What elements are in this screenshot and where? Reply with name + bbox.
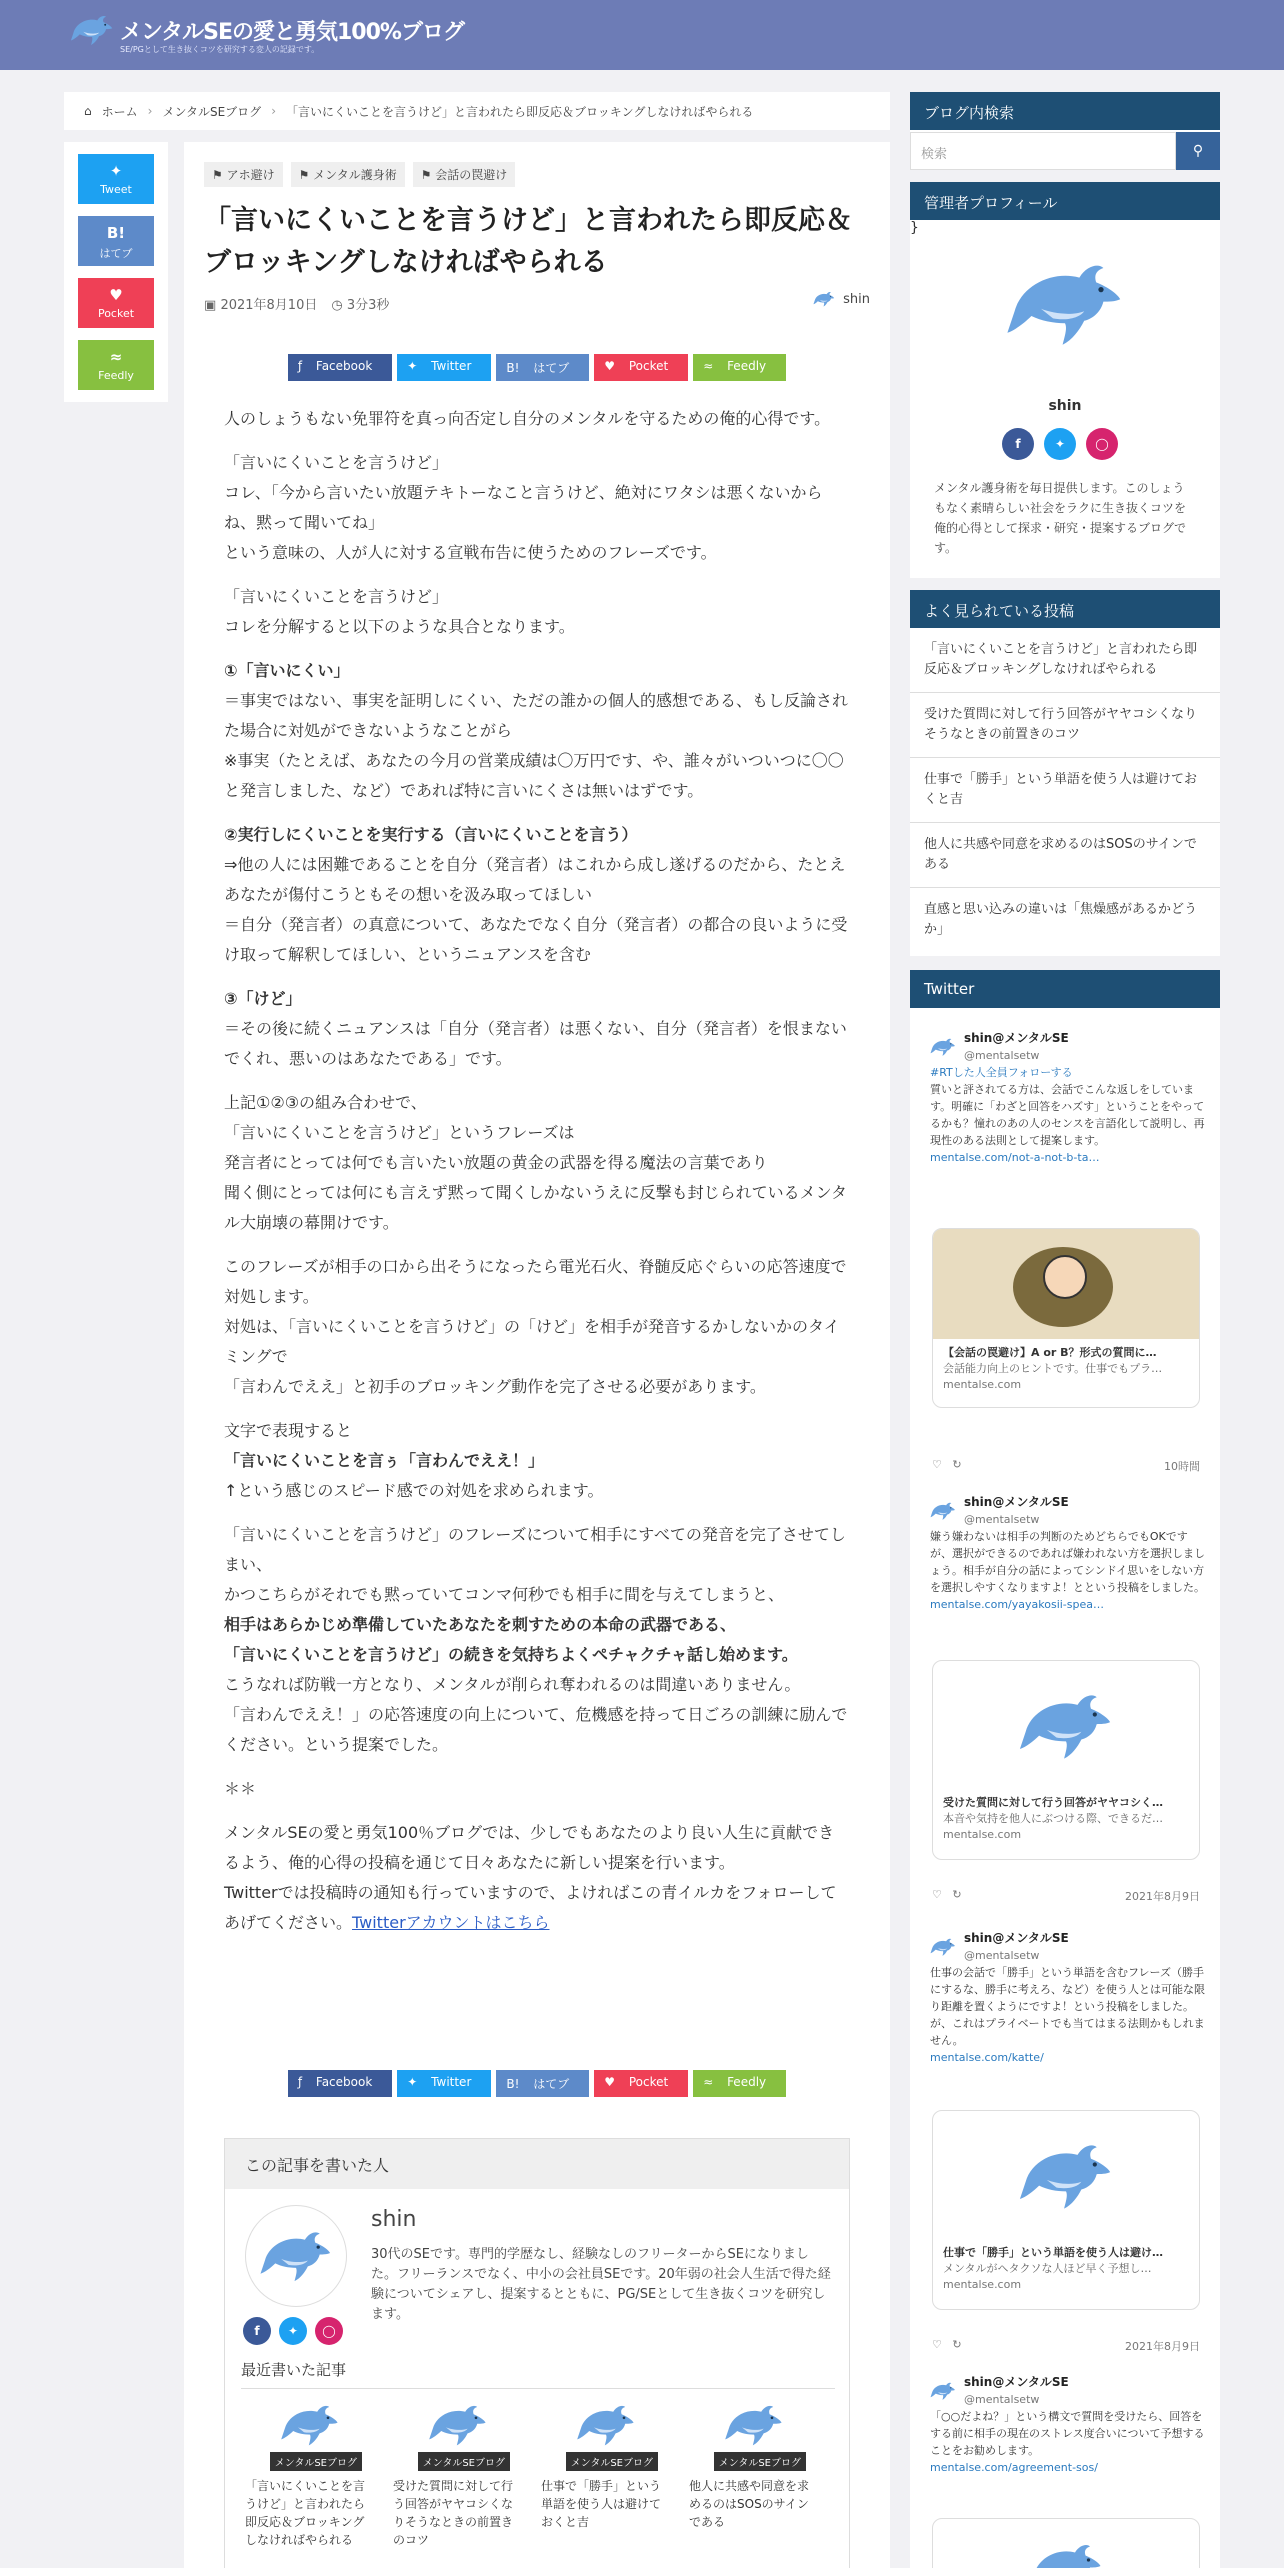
share-twitter-label: Twitter [431,2075,472,2089]
share-feedly-label: Feedly [727,359,767,373]
card-illustration [933,2519,1199,2568]
card-title: 仕事で「勝手」という単語を使う人は避け… [943,2246,1163,2259]
paragraph [224,656,850,806]
emphasis-line: 「言いにくいことを言ぅ「言わんでええ！」 [224,1451,545,1470]
text-line: 対処は、「言いにくいことを言うけど」の「けど」を相手が発音するかしないかのタイミングで [224,1317,840,1366]
chevron-right-icon: › [147,104,153,118]
recent-post-title[interactable]: 受けた質問に対して行う回答がヤヤコシくなりそうなときの前置きのコツ [393,2479,514,2547]
share-hatena-button[interactable]: B! はてブ [496,354,589,381]
tweet-link[interactable]: mentalse.com/yayakosii-spea… [930,1598,1105,1611]
breadcrumb-home[interactable]: ホーム [101,104,138,119]
author-name: shin [371,2207,417,2232]
tweet-link-card[interactable] [932,1228,1200,1408]
side-pocket-button[interactable] [78,278,154,328]
share-bar-top [184,354,890,381]
paragraph: ＊＊ [224,1779,257,1798]
share-bar-bottom [184,2070,890,2097]
rss-icon: ≈ [109,348,123,366]
share-pocket-label: Pocket [628,2075,669,2089]
text-line: 「言いにくいことを言うけど」 [224,453,449,472]
section-heading: ③「けど」 [224,989,302,1008]
tweet-avatar-icon [930,1036,956,1058]
category-badge: メンタルSEブログ [270,2452,362,2471]
like-icon[interactable]: ♡ ↻ [932,1888,962,1901]
side-feedly-label: Feedly [98,369,134,382]
share-feedly-label: Feedly [727,2075,767,2089]
tag-item[interactable]: ⚑ 会話の罠避け [413,162,516,187]
recent-post[interactable] [689,2401,819,2531]
side-share-panel [64,142,168,402]
text-line: ＝事実ではない、事実を証明しにくい、ただの誰かの個人的感想である、もし反論された場合に対処ができないようなことがら [224,691,849,740]
share-hatena-label: はてブ [533,361,570,375]
card-desc: 本音や気持を他人にぶつける際、できるだ… [943,1812,1163,1825]
share-twitter-button[interactable]: ✦ Twitter [397,354,491,381]
calendar-icon: ▣ [204,298,217,313]
author-social [243,2317,343,2345]
article-body [224,404,850,1952]
breadcrumb-category[interactable]: メンタルSEブログ [162,104,262,119]
post-date-text: 2021年8月10日 [220,298,318,313]
share-facebook-button[interactable]: ƒ Facebook [288,2070,392,2097]
dolphin-thumbnail-icon [576,2401,636,2449]
twitter-account-link[interactable]: Twitterアカウントはこちら [352,1913,550,1932]
profile-text: メンタル護身術を毎日提供します。このしょうもなく素晴らしい社会をラクに生き抜くコツを俺的心得として探求・研究・提案するブログです。 [934,481,1187,555]
recent-post-title[interactable]: 仕事で「勝手」という単語を使う人は避けておくと吉 [541,2479,662,2529]
dolphin-thumbnail-icon [724,2401,784,2449]
author-box [224,2138,850,2568]
share-twitter-button[interactable]: ✦ Twitter [397,2070,491,2097]
tweet-avatar-icon [930,2380,956,2402]
chevron-right-icon: › [271,104,276,118]
tweet-author-name[interactable]: shin@メンタルSE [964,1495,1069,1509]
category-badge: メンタルSEブログ [418,2452,510,2471]
hatena-icon: B! [106,224,126,242]
face-icon [1043,1255,1087,1299]
text-line: という意味の、人が人に対する宣戦布告に使うためのフレーズです。 [224,543,717,562]
author-bio: 30代のSEです。専門的学歴なし、経験なしのフリーターからSEになりました。フリーランスでなく、中小の会社員SEです。20年弱の社会人生活で得た経験についてシェアし、提案するとともに、PG/SEとして生き抜くコツを研究します。 [371,2247,831,2322]
tweet-avatar-icon [930,1936,956,1958]
tweet-author-handle[interactable]: @mentalsetw [964,1949,1040,1962]
popular-heading: よく見られている投稿 [910,590,1220,628]
recent-post-title[interactable]: 「言いにくいことを言うけど」と言われたら即反応＆ブロッキングしなければやられる [245,2479,366,2547]
card-desc: メンタルがヘタクソな人ほど早く予想し… [943,2262,1152,2275]
dolphin-avatar-icon [259,2226,333,2286]
tweet-link-card[interactable] [932,1660,1200,1860]
share-pocket-button[interactable]: ♥ Pocket [594,354,688,381]
popular-post-item[interactable]: 直感と思い込みの違いは「焦燥感があるかどうか」 [924,902,1198,937]
card-domain: mentalse.com [943,1378,1022,1391]
text-line: ＝自分（発言者）の真意について、あなたでなく自分（発言者）の都合の良いように受け取って解釈してほしい、というニュアンスを含む [224,915,848,964]
popular-post-item[interactable]: 受けた質問に対して行う回答がヤヤコシくなりそうなときの前置きのコツ [910,693,1220,758]
card-title: 受けた質問に対して行う回答がヤヤコシく… [943,1796,1163,1809]
share-feedly-button[interactable]: ≈ Feedly [693,2070,786,2097]
side-hatena-button[interactable] [78,216,154,266]
text-line: 聞く側にとっては何にも言えず黙って聞くしかないうえに反撃も封じられているメンタル大崩壊の幕開けです。 [224,1183,848,1232]
share-feedly-button[interactable]: ≈ Feedly [693,354,786,381]
text-line: かつこちらがそれでも黙っていてコンマ何秒でも相手に間を与えてしまうと、 [224,1585,785,1604]
tweet-text: 「○○だよね？」という構文で質問を受けたら、回答をする前に相手の現在のストレス度合いについて予想することをお勧めします。 [930,2410,1205,2457]
read-time [331,294,389,313]
paragraph [224,1416,850,1506]
paragraph [224,984,850,1074]
section-heading: ①「言いにくい」 [224,661,350,680]
facebook-icon[interactable]: f [1002,428,1034,460]
tweet-author-handle[interactable]: @mentalsetw [964,1049,1040,1062]
category-badge: メンタルSEブログ [566,2452,658,2471]
tweet[interactable] [930,1930,1208,2066]
share-facebook-label: Facebook [315,2075,373,2089]
profile-name: shin [1048,398,1082,414]
recent-post-thumbnail[interactable] [556,2401,656,2471]
text-line: メンタルSEの愛と勇気100％ブログでは、少しでもあなたのより良い人生に貢献できるよう、俺的心得の投稿を通じて日々あなたに新しい提案を行います。 [224,1823,835,1872]
text-line: 文字で表現すると [224,1421,353,1440]
paragraph [224,1252,850,1402]
side-hatena-label: はてブ [99,247,133,260]
recent-post-title[interactable]: 他人に共感や同意を求めるのはSOSのサインである [689,2479,810,2529]
tweet-author-name[interactable]: shin@メンタルSE [964,1931,1069,1945]
tag-label: アホ避け [226,168,275,182]
section-heading: ②実行しにくいことを実行する（言いにくいことを言う） [224,825,638,844]
clock-icon: ◷ [331,298,343,313]
dolphin-logo-icon [70,12,114,48]
dolphin-card-icon [1018,2137,1114,2215]
share-facebook-button[interactable]: ƒ Facebook [288,354,392,381]
tweet-text: 仕事の会話で「勝手」という単語を含むフレーズ（勝手にするな、勝手に考えろ、など）を使う人とは可能な限り距離を置くようにですよ！という投稿をしました。が、これはプライベートでも当てはまる法則かもしれません。 [930,1966,1205,2047]
text-line: このフレーズが相手の口から出そうになったら電光石火、脊髄反応ぐらいの応答速度で対処します。 [224,1257,847,1306]
tweet-link[interactable]: mentalse.com/not-a-not-b-ta… [930,1151,1100,1164]
paragraph [224,1520,850,1760]
search-icon: ⚲ [1192,143,1204,159]
recent-post[interactable] [393,2401,523,2549]
text-line: コレ、「今から言いたい放題テキトーなこと言うけど、絶対にワタシは悪くないからね、黙って聞いてね」 [224,483,823,532]
tweet-footer [932,1458,1200,1474]
text-line: 上記①②③の組み合わせで、 [224,1093,427,1112]
side-tweet-label: Tweet [100,183,132,196]
tweet-link-card[interactable] [932,2110,1200,2310]
tweet[interactable] [930,2374,1208,2476]
read-time-text: 3分3秒 [346,298,390,313]
twitter-heading: Twitter [910,970,1220,1008]
tweet-hashtag[interactable]: #RTした人全員フォローする [930,1066,1073,1079]
share-pocket-button[interactable]: ♥ Pocket [594,2070,688,2097]
text-line: ※事実（たとえば、あなたの今月の営業成績は〇万円です、や、誰々がいついつに〇〇と発言しました、など）であれば特に言いにくさは無いはずです。 [224,751,844,800]
profile-social [1002,428,1118,460]
article-title: 「言いにくいことを言うけど」と言われたら即反応＆ブロッキングしなければやられる [204,205,852,278]
share-facebook-label: Facebook [315,359,373,373]
site-logo[interactable] [70,12,464,48]
site-header [0,0,1284,70]
recent-post-thumbnail[interactable] [408,2401,508,2471]
text-line: コレを分解すると以下のような具合となります。 [224,617,575,636]
tweet[interactable] [930,1030,1208,1166]
text-line: 「言わんでええ」と初手のブロッキング動作を完了させる必要があります。 [224,1377,766,1396]
pocket-icon: ♥ [109,286,123,304]
search-input[interactable]: 検索 [910,132,1176,170]
tweet-link-card[interactable] [932,2518,1200,2568]
emphasis-line: 相手はあらかじめ準備していたあなたを刺すための本命の武器である、 [224,1615,737,1634]
popular-post-item[interactable]: 仕事で「勝手」という単語を使う人は避けておくと吉 [910,758,1220,823]
paragraph [224,820,850,970]
author-mini[interactable] [813,290,870,308]
recent-post[interactable] [541,2401,671,2531]
tweet-time[interactable]: 2021年8月9日 [1125,2340,1200,2353]
text-line: ＝その後に続くニュアンスは「自分（発言者）は悪くない、自分（発言者）を恨まないでくれ、悪いのはあなたである」です。 [224,1019,847,1068]
text-line: ↑という感じのスピード感での対処を求められます。 [224,1481,604,1500]
twitter-widget [910,970,1220,2568]
tweet-footer [932,2338,1200,2354]
tweet-text: 嫌う嫌わないは相手の判断のためどちらでもOKですが、選択ができるのであれば嫌われない方を選択しましょう。相手が自分の話によってシンドイ思いをしない方を選択しやすくなりますよ！とという投稿をしました。 [930,1530,1205,1594]
dolphin-thumbnail-icon [280,2401,340,2449]
tweet-footer [932,1888,1200,1904]
author-name[interactable]: shin [843,291,870,307]
search-button[interactable] [1176,132,1220,170]
post-date [204,294,317,313]
site-subtitle: SE/PGとして生き抜くコツを研究する変人の記録です。 [120,45,320,54]
tweet-author-handle[interactable]: @mentalsetw [964,2393,1040,2406]
site-title[interactable]: メンタルSEの愛と勇気100%ブログ [120,19,464,45]
popular-post-item[interactable]: 「言いにくいことを言うけど」と言われたら即反応＆ブロッキングしなければやられる [910,628,1220,693]
author-avatar-icon [813,290,835,308]
card-desc: 会話能力向上のヒントです。仕事でもプラ… [943,1362,1163,1375]
tweet-author-name[interactable]: shin@メンタルSE [964,2375,1069,2389]
paragraph: 人のしょうもない免罪符を真っ向否定し自分のメンタルを守るための俺的心得です。 [224,409,831,428]
tweet-author-handle[interactable]: @mentalsetw [964,1513,1040,1526]
search-heading: ブログ内検索 [910,92,1220,130]
dolphin-thumbnail-icon [428,2401,488,2449]
recent-post-thumbnail[interactable] [260,2401,360,2471]
twitter-icon: ✦ [109,162,123,180]
side-feedly-button[interactable] [78,340,154,390]
share-twitter-label: Twitter [431,359,472,373]
profile-heading: 管理者プロフィール [910,182,1220,220]
text-line: 発言者にとっては何でも言いたい放題の黄金の武器を得る魔法の言葉であり [224,1153,768,1172]
card-title: 【会話の罠避け】A or B？形式の質問に… [943,1346,1157,1359]
popular-post-item[interactable]: 他人に共感や同意を求めるのはSOSのサインである [910,823,1220,888]
text-line: 「言いにくいことを言うけど」 [224,587,449,606]
category-badge: メンタルSEブログ [714,2452,806,2471]
tweet-time[interactable]: 10時間 [1164,1460,1200,1473]
text-line: こうなれば防戦一方となり、メンタルが削られ奪われるのは間違いありません。 [224,1675,801,1694]
text-line: 「言いにくいことを言うけど」というフレーズは [224,1123,575,1142]
card-domain: mentalse.com [943,2278,1022,2291]
card-illustration [933,1661,1199,1791]
paragraph [224,1088,850,1238]
tweet-text: 質いと評されてる方は、会話でこんな返しをしています。明確に「わざと回答をハズす」ということをやってるかも？憧れのあの人のセンスを言語化して説明し、再現性のある法則として提案します。 [930,1083,1205,1147]
instagram-icon[interactable]: ◯ [315,2317,343,2345]
article [184,142,890,2568]
tweet-time[interactable]: 2021年8月9日 [1125,1890,1200,1903]
text-line: 「言いにくいことを言うけど」のフレーズについて相手にすべての発音を完了させてしまい、 [224,1525,846,1574]
popular-posts-widget [910,590,1220,956]
recent-posts-heading: 最近書いた記事 [241,2359,835,2389]
paragraph [224,582,850,642]
dolphin-card-icon [1018,2539,1114,2568]
card-domain: mentalse.com [943,1828,1022,1841]
tweet[interactable] [930,1494,1208,1613]
dolphin-card-icon [1018,1687,1114,1765]
recent-post-thumbnail[interactable] [704,2401,804,2471]
article-tags [204,162,515,187]
tweet-link[interactable]: mentalse.com/agreement-sos/ [930,2461,1098,2474]
tag-item[interactable]: ⚑ アホ避け [204,162,283,187]
home-icon: ⌂ [84,104,92,118]
side-tweet-button[interactable] [78,154,154,204]
emphasis-line: 「言いにくいことを言うけど」の続きを気持ちよくペチャクチャ話し始めます。 [224,1645,798,1664]
share-hatena-button[interactable]: B! はてブ [496,2070,589,2097]
tag-item[interactable]: ⚑ メンタル護身術 [291,162,405,187]
paragraph [224,448,850,568]
profile-widget: 管理者プロフィール shin f ✦ ◯ メンタル護身術を毎日提供します。このしょうもなく素晴らしい社会をラクに生き抜くコツを俺的心得として探求・研究・提案するブログです。 } [910,182,1220,578]
tag-label: 会話の罠避け [435,168,508,182]
author-avatar[interactable] [245,2205,347,2307]
share-pocket-label: Pocket [628,359,669,373]
facebook-icon[interactable]: f [243,2317,271,2345]
search-widget [910,92,1220,170]
twitter-icon[interactable]: ✦ [279,2317,307,2345]
text-line: 「言わんでええ！」の応答速度の向上について、危機感を持って日ごろの訓練に励んでください。という提案でした。 [224,1705,848,1754]
card-illustration [933,2111,1199,2241]
side-pocket-label: Pocket [97,307,135,320]
like-icon[interactable]: ♡ ↻ [932,1458,962,1471]
tweet-author-name[interactable]: shin@メンタルSE [964,1031,1069,1045]
paragraph [224,1818,850,1938]
like-icon[interactable]: ♡ ↻ [932,2338,962,2351]
instagram-icon[interactable]: ◯ [1086,428,1118,460]
tweet-link[interactable]: mentalse.com/katte/ [930,2051,1044,2064]
article-meta [204,294,389,313]
card-illustration [933,1229,1199,1339]
author-box-heading: この記事を書いた人 [225,2139,849,2189]
tag-label: メンタル護身術 [313,168,397,182]
text-line: ⇒他の人には困難であることを自分（発言者）はこれから成し遂げるのだから、たとえあなたが傷付こうともその想いを汲み取ってほしい [224,855,846,904]
share-hatena-label: はてブ [533,2077,570,2091]
breadcrumb [64,92,890,130]
dolphin-profile-icon [1005,254,1125,354]
tweet-avatar-icon [930,1500,956,1522]
text-line: Twitterでは投稿時の通知も行っていますので、よければこの青イルカをフォローしてあげてください。 [224,1883,837,1932]
twitter-icon[interactable]: ✦ [1044,428,1076,460]
breadcrumb-current: 「言いにくいことを言うけど」と言われたら即反応＆ブロッキングしなければやられる [286,104,754,119]
recent-post[interactable] [245,2401,375,2549]
